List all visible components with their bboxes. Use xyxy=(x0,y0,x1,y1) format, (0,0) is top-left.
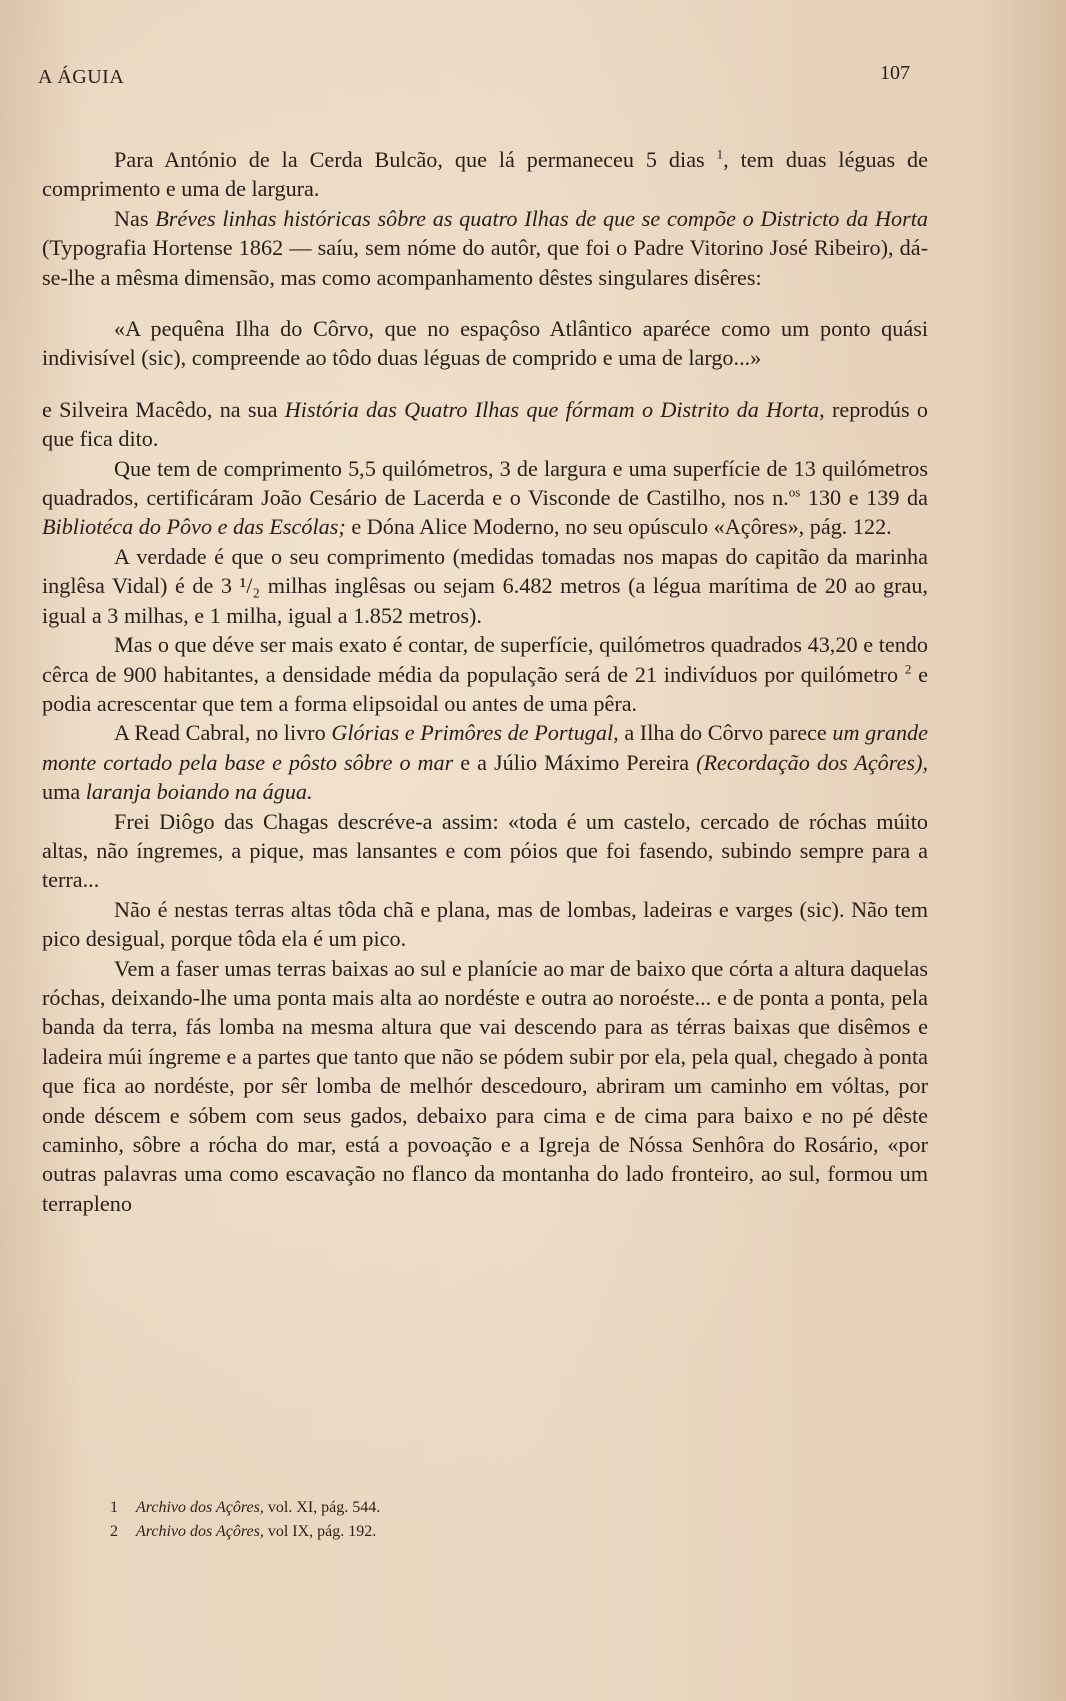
paragraph-8: Frei Diôgo das Chagas descréve-a assim: «toda é um castelo, cercado de róchas múito altas, não íngremes, a pique, mas lansantes e com póios que foi fasendo, subindo sempre para a terra... xyxy=(42,808,928,893)
paragraph-10: Vem a faser umas terras baixas ao sul e planície ao mar de baixo que córta a altura daquelas róchas, deixando-lhe uma ponta mais alta ao nordéste e outra ao noroéste... e de ponta a ponta, pela banda da terra, fás lomba na mesma altura que vai descendo para as térras baixas que disêmos e ladeira múi íngreme e a partes que tanto que não se pódem subir por ela, pela qual, chegado à ponta que fica ao nordéste, por sêr lomba de melhór descedouro, abriram um caminho em vóltas, por onde déscem e sóbem com seus gados, debaixo para cima e de cima para baixo e no pé dêste caminho, sôbre a rócha do mar, está a povoação e a Igreja de Nóssa Senhôra do Rosário, «por outras palavras uma como escavação no flanco da montanha do lado fronteiro, ao sul, formou um terrapleno xyxy=(42,955,928,1216)
fraction: ¹/₂ xyxy=(239,573,261,599)
paragraph-1: Para António de la Cerda Bulcão, que lá permaneceu 5 dias $^1$, tem duas léguas de comprimento e uma de largura. xyxy=(42,146,928,202)
paragraph-6: Mas o que déve ser mais exato é contar, de superfície, quilómetros quadrados 43,20 e tendo cêrca de 900 habitantes, a densidade média da população será de 21 indivíduos por quilómetro $^2$ e podia acrescentar que tem a forma elipsoidal ou antes de uma pêra. xyxy=(42,632,928,716)
running-title: A ÁGUIA xyxy=(38,66,125,88)
body-text xyxy=(42,145,928,1218)
footnote-ref-2: 2 xyxy=(904,661,912,677)
paragraph-9: Não é nestas terras altas tôda chã e plana, mas de lombas, ladeiras e varges (sic). Não tem pico desigual, porque tôda ela é um pico. xyxy=(42,896,928,952)
paragraph-5: A verdade é que o seu comprimento (medidas tomadas nos mapas do capitão da marinha inglêsa Vidal) é de 3 ¹/₂ milhas inglêsas ou sejam 6.482 metros (a légua marítima de 20 ao grau, igual a 3 milhas, e 1 milha, igual a 1.852 metros). xyxy=(42,543,928,628)
footnote-ref-1: 1 xyxy=(716,146,724,162)
block-quote: «A pequêna Ilha do Côrvo, que no espaçôso Atlântico aparéce como um ponto quási indivisível (sic), compreende ao tôdo duas léguas de comprido e uma de largo...» xyxy=(42,316,928,371)
page-number: 107 xyxy=(880,62,910,84)
paragraph-7: A Read Cabral, no livro Glórias e Primôres de Portugal, a Ilha do Côrvo parece um grande monte cortado pela base e pôsto sôbre o mar e a Júlio Máximo Pereira (Recordação dos Açôres), uma laranja boiando na água. xyxy=(42,720,928,805)
footnote-1: 1 Archivo dos Açôres, vol. XI, pág. 544. xyxy=(110,1499,381,1516)
paragraph-2: Nas Bréves linhas históricas sôbre as quatro Ilhas de que se compõe o Districto da Horta (Typografia Hortense 1862 — saíu, sem nóme do autôr, que foi o Padre Vitorino José Ribeiro), dá-se-lhe a mêsma dimensão, mas como acompanhamento dêstes singulares disêres: xyxy=(42,205,928,290)
paragraph-4: Que tem de comprimento 5,5 quilómetros, 3 de largura e uma superfície de 13 quilómetros quadrados, certificáram João Cesário de Lacerda e o Visconde de Castilho, nos n.$^{os}$ 130 e 139 da Bibliotéca do Pôvo e das Escólas; e Dóna Alice Moderno, no seu opúsculo «Açôres», pág. 122. xyxy=(42,455,928,540)
footnote-2: 2 Archivo dos Açôres, vol IX, pág. 192. xyxy=(110,1523,377,1540)
footnotes xyxy=(110,1496,810,1544)
paragraph-3: e Silveira Macêdo, na sua História das Quatro Ilhas que fórmam o Distrito da Horta, reprodús o que fica dito. xyxy=(42,396,928,452)
